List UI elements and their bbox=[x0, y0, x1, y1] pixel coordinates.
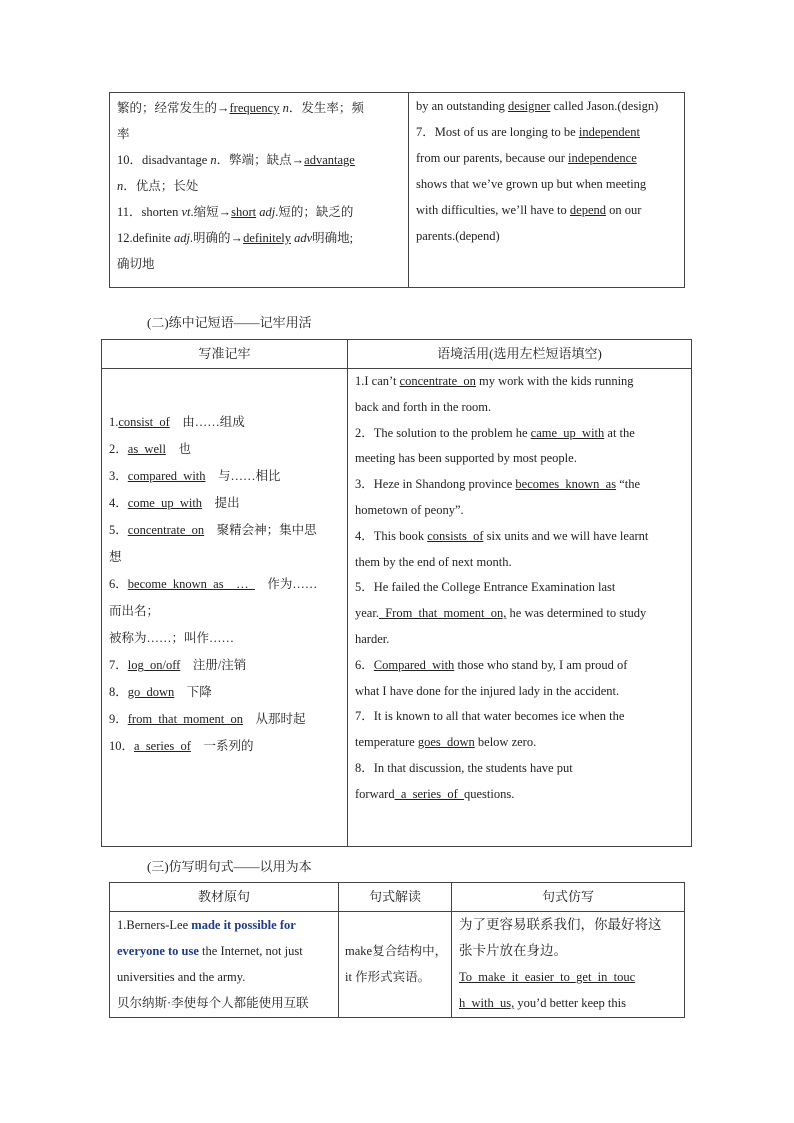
phrase-answer: a_series_of bbox=[134, 739, 191, 753]
phrase-item: 9．from_that_moment_on 从那时起 bbox=[109, 712, 306, 726]
filled-answer: becomes_known_as bbox=[515, 477, 617, 492]
imitation-line: 为了更容易联系我们，你最好将这 bbox=[459, 917, 662, 932]
vocab-line: with difficulties, we’ll have to depend on our bbox=[416, 203, 642, 217]
phrase-answer: go_down bbox=[127, 685, 175, 699]
vocab-line: 率 bbox=[117, 127, 130, 141]
imitation-line: h_with_us, you’d better keep this bbox=[459, 996, 626, 1010]
vocab-table bbox=[109, 92, 685, 288]
sentence-pattern-table bbox=[109, 882, 685, 1018]
phrases-col-header: 写准记牢 bbox=[102, 340, 348, 369]
phrase-meaning: 一系列的 bbox=[203, 739, 254, 753]
phrase-item: 7．log_on/off 注册/注销 bbox=[109, 658, 247, 672]
context-sentence-line: 7．It is known to all that water becomes ice when the bbox=[355, 709, 625, 724]
context-sentence-line: meeting has been supported by most people. bbox=[355, 451, 577, 466]
phrase-meaning: 想 bbox=[109, 550, 122, 564]
original-line: 1.Berners-Lee made it possible for bbox=[117, 918, 296, 932]
phrase-item: 5．concentrate_on 聚精会神；集中思 bbox=[109, 523, 317, 537]
filled-answer: consists_of bbox=[427, 528, 484, 543]
vocab-line: 11．shorten vt.缩短→short adj.短的；缺乏的 bbox=[117, 205, 354, 219]
filled-answer: _a_series_of_ bbox=[394, 786, 464, 801]
phrase-answer: become_known_as__…_ bbox=[127, 577, 255, 591]
phrase-item: 10．a_series_of 一系列的 bbox=[109, 739, 254, 753]
context-sentence-line: hometown of peony”. bbox=[355, 502, 464, 517]
phrase-item: 3．compared_with 与……相比 bbox=[109, 469, 281, 483]
filled-answer: concentrate_on bbox=[399, 374, 476, 388]
phrase-meaning: 注册/注销 bbox=[192, 658, 247, 672]
imitation-cell bbox=[452, 912, 685, 1018]
filled-answer: goes_down bbox=[417, 735, 475, 750]
context-sentence-line: 6．Compared_with those who stand by, I am proud of bbox=[355, 657, 628, 672]
context-sentence-line: them by the end of next month. bbox=[355, 554, 512, 569]
phrase-answer: compared_with bbox=[127, 469, 206, 483]
sentence-list bbox=[355, 369, 687, 808]
imitation-col-header: 句式仿写 bbox=[452, 883, 685, 912]
vocab-right-cell bbox=[409, 93, 685, 288]
phrase-answer: as_well bbox=[127, 442, 166, 456]
context-col-header: 语境活用(选用左栏短语填空) bbox=[348, 340, 692, 369]
context-sentence-line: year._From_that_moment_on, he was determined to study bbox=[355, 606, 647, 621]
vocab-line: 繁的；经常发生的→frequency n．发生率；频 bbox=[117, 101, 364, 115]
phrase-meaning: 从那时起 bbox=[255, 712, 306, 726]
phrase-meaning: 聚精会神；集中思 bbox=[216, 523, 317, 537]
phrase-meaning: 与……相比 bbox=[218, 469, 281, 483]
phrase-item: 6．become_known_as__…_ 作为…… bbox=[109, 577, 318, 591]
phrase-item: 4．come_up_with 提出 bbox=[109, 496, 240, 510]
context-sentence-line: 2．The solution to the problem he came_up_with at the bbox=[355, 425, 635, 440]
phrase-meaning: 下降 bbox=[186, 685, 212, 699]
vocab-line: n．优点；长处 bbox=[117, 179, 199, 193]
sentences-cell bbox=[348, 369, 692, 847]
context-sentence-line: 4．This book consists_of six units and we will have learnt bbox=[355, 528, 649, 543]
imitation-line: 张卡片放在身边。 bbox=[459, 943, 567, 958]
phrase-meaning: 由……组成 bbox=[182, 415, 245, 429]
vocab-line: by an outstanding designer called Jason.(design) bbox=[416, 99, 659, 113]
filled-answer: Compared_with bbox=[373, 657, 455, 672]
context-sentence-line: temperature goes_down below zero. bbox=[355, 735, 537, 750]
vocab-line: 12.definite adj.明确的→definitely adv明确地; bbox=[117, 231, 354, 245]
section-title-phrases: (二)练中记短语——记牢用活 bbox=[147, 315, 312, 330]
section-title-sentences: (三)仿写明句式——以用为本 bbox=[147, 859, 312, 874]
phrase-answer: concentrate_on bbox=[127, 523, 205, 537]
phrase-meaning: 被称为……；叫作…… bbox=[109, 631, 235, 645]
phrase-item: 8．go_down 下降 bbox=[109, 685, 212, 699]
phrase-answer: from_that_moment_on bbox=[127, 712, 244, 726]
original-col-header: 教材原句 bbox=[110, 883, 339, 912]
vocab-line: shows that we’ve grown up but when meeting bbox=[416, 177, 647, 191]
phrase-meaning: 也 bbox=[178, 442, 191, 456]
phrase-meaning: 而出名； bbox=[109, 604, 160, 618]
phrase-item bbox=[109, 544, 343, 571]
analysis-line: make复合结构中， bbox=[345, 944, 448, 958]
context-sentence-line: harder. bbox=[355, 631, 390, 646]
phrase-answer: consist_of bbox=[118, 415, 170, 429]
context-sentence-line: 8．In that discussion, the students have put bbox=[355, 760, 573, 775]
analysis-line: it 作形式宾语。 bbox=[345, 970, 431, 984]
vocab-line: 确切地 bbox=[117, 257, 155, 271]
context-sentence-line: what I have done for the injured lady in the accident. bbox=[355, 683, 620, 698]
vocab-line: parents.(depend) bbox=[416, 229, 500, 243]
phrase-item bbox=[109, 598, 343, 625]
phrase-meaning: 作为…… bbox=[267, 577, 318, 591]
vocab-line: 7．Most of us are longing to be independent bbox=[416, 125, 640, 139]
vocab-line: from our parents, because our independence bbox=[416, 151, 637, 165]
phrase-answer: log_on/off bbox=[127, 658, 181, 672]
context-sentence-line: back and forth in the room. bbox=[355, 399, 492, 414]
filled-answer: came_up_with bbox=[530, 425, 605, 440]
phrase-item bbox=[109, 625, 343, 652]
imitation-line: To_make_it_easier_to_get_in_touc bbox=[459, 970, 636, 984]
vocab-line: 10．disadvantage n．弊端；缺点→advantage bbox=[117, 153, 355, 167]
phrases-list-cell bbox=[102, 369, 348, 847]
phrase-item: 1.consist_of 由……组成 bbox=[109, 415, 245, 429]
original-sentence-cell bbox=[110, 912, 339, 1018]
analysis-col-header: 句式解读 bbox=[339, 883, 452, 912]
context-sentence-line: 1.I can’t concentrate_on my work with the kids running bbox=[355, 374, 634, 388]
filled-answer: _From_that_moment_on, bbox=[378, 606, 507, 621]
vocab-left-cell bbox=[110, 93, 409, 288]
context-sentence-line: 5．He failed the College Entrance Examination last bbox=[355, 580, 616, 595]
phrases-table bbox=[101, 339, 692, 847]
context-sentence-line: forward_a_series_of_questions. bbox=[355, 786, 515, 801]
phrase-answer: come_up_with bbox=[127, 496, 203, 510]
context-sentence-line: 3．Heze in Shandong province becomes_known_as “the bbox=[355, 477, 641, 492]
original-line: universities and the army. bbox=[117, 970, 246, 984]
original-line: 贝尔纳斯·李使每个人都能使用互联 bbox=[117, 996, 309, 1010]
phrase-item: 2．as_well 也 bbox=[109, 442, 191, 456]
phrase-list bbox=[109, 409, 343, 760]
analysis-cell bbox=[339, 912, 452, 1018]
original-line: everyone to use the Internet, not just bbox=[117, 944, 303, 958]
phrase-meaning: 提出 bbox=[214, 496, 240, 510]
